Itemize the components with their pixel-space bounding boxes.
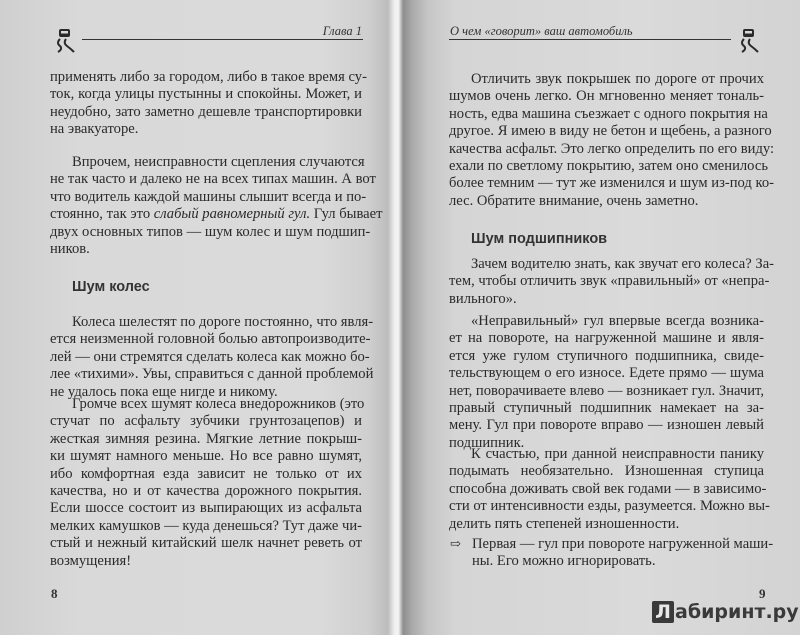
text-line: Зачем водителю знать, как звучат его колеса? За- <box>471 256 775 272</box>
car-skid-icon <box>735 28 761 54</box>
text-line: на эвакуаторе. <box>50 121 139 138</box>
text-segment: стоянно, так это <box>50 206 154 223</box>
text-line: что водитель каждой машины слышит всегда и по- <box>50 188 367 205</box>
text-line: более темним — тут же изменился и шум из-под ко- <box>449 175 774 192</box>
text-segment: Гул бывает <box>310 206 383 223</box>
text-line: шумов очень легко. Он мгновенно меняет тональ- <box>449 88 764 105</box>
text-line: не удалось пока еще нигде и никому. <box>50 383 278 400</box>
text-line: двух основных типов — шум колес и шум подшип- <box>50 223 371 240</box>
text-line: Если шоссе состоит из выпирающих из асфальта <box>50 500 362 517</box>
text-line: стый и нежный китайский шелк начнет реветь от <box>50 535 362 552</box>
text-line: возмущения! <box>50 552 132 569</box>
paragraph <box>50 314 374 401</box>
right-page-header-icon <box>735 28 761 54</box>
text-line: ны. Его можно игнорировать. <box>472 553 656 570</box>
text-line: вильного». <box>449 290 517 307</box>
paragraph <box>50 396 365 570</box>
text-line: лее «тихими». Увы, справиться с данной проблемой <box>50 366 374 383</box>
text-line: неудобно, зато заметно дешевле транспортировки <box>50 103 362 120</box>
page-number-right: 9 <box>759 586 766 601</box>
header-rule <box>449 39 731 40</box>
text-line: Первая — гул при повороте нагруженной маши- <box>472 536 774 552</box>
text-line: ки шумят намного меньше. Но все равно шумят, <box>50 448 362 465</box>
text-line: делить пять степеней изношенности. <box>449 515 680 532</box>
text-line: ется неизменной головной болью автопроизводите- <box>50 331 371 348</box>
text-line: сти от интенсивности езды, разумеется. Можно вы- <box>449 498 770 515</box>
paragraph <box>449 256 775 308</box>
paragraph <box>449 71 775 210</box>
section-heading: Шум подшипников <box>471 231 608 247</box>
text-line: Громче всех шумят колеса внедорожников (это <box>72 396 365 412</box>
text-line: качества асфальт. Это легко определить по его виду: <box>449 140 775 157</box>
text-line: ток, когда улицы пустынны и спокойны. Может, и <box>50 86 362 103</box>
text-line: ется уже гулом ступичного подшипника, свиде- <box>449 347 764 364</box>
text-line: не так часто и далеко не на всех типах машин. А вот <box>50 171 376 188</box>
text-line: Колеса шелестят по дороге постоянно, что явля- <box>72 314 374 330</box>
text-line: тем, чтобы отличить звук «правильный» от «непра- <box>449 273 770 290</box>
text-line: мену. Гул при повороте вправо — изношен левый <box>449 417 764 434</box>
text-line: ников. <box>50 240 90 257</box>
text-line: стучат по асфальту зубчики грунтозацепов) и <box>50 413 362 430</box>
text-line: другое. Я имею в виду не бетон и щебень, а разного <box>449 123 772 140</box>
text-line: правый ступичный подшипник намекает на за- <box>449 399 764 416</box>
text-line: «Неправильный» гул впервые всегда возника- <box>471 313 764 329</box>
text-line: К счастью, при данной неисправности панику <box>471 446 764 462</box>
car-skid-icon <box>52 28 78 54</box>
text-line: способна доживать свой век годами — в зависимо- <box>449 480 767 497</box>
text-line: лей — они стремятся сделать колеса как можно бо- <box>50 348 370 365</box>
paragraph <box>449 313 764 452</box>
italic-emphasis: слабый равномерный гул. <box>153 206 311 223</box>
text-line: жесткая зимняя резина. Мягкие летние покрыш- <box>50 430 362 447</box>
text-line: Отличить звук покрышек по дороге от прочих <box>471 71 764 87</box>
page-number-left: 8 <box>51 586 58 601</box>
text-line: подымать необязательно. Изношенная ступица <box>449 463 764 480</box>
header-rule <box>82 39 363 40</box>
text-line: лес. Обратите внимание, очень заметно. <box>449 192 699 209</box>
text-line: ехали по светлому покрытию, затем оно сменилось <box>449 157 768 174</box>
paragraph <box>449 446 770 533</box>
watermark-logo-text: абиринт.ру <box>675 601 799 623</box>
paragraph <box>50 154 383 258</box>
text-line: ибо комфортная езда зависит не только от их <box>50 465 362 482</box>
watermark-logo <box>652 599 799 625</box>
running-head-left: Глава 1 <box>322 24 362 38</box>
text-line <box>50 206 383 223</box>
arrow-right-icon: ⇨ <box>450 536 461 551</box>
section-heading: Шум колес <box>72 279 150 295</box>
watermark-logo-mark: Л <box>652 601 674 623</box>
text-line: применять либо за городом, либо в такое время су- <box>50 69 367 85</box>
text-line: мелких камушков — куда денешься? Тут даже чи- <box>50 517 363 534</box>
text-line: тельствующем о его износе. Едете прямо — шума <box>449 365 764 382</box>
text-line: Впрочем, неисправности сцепления случаются <box>72 154 365 170</box>
paragraph <box>50 69 367 139</box>
text-line: качества, но и от качества дорожного покрытия. <box>50 482 362 499</box>
left-page-header-icon <box>52 28 78 54</box>
text-line: ность, едва машина съезжает с одного покрытия на <box>449 105 768 122</box>
text-line: нет, поворачиваете влево — возникает гул. Значит, <box>449 382 764 399</box>
text-line: ет на повороте, на нагруженной машине и явля- <box>449 330 764 347</box>
bullet-item <box>472 536 774 571</box>
text-line: подшипник. <box>449 434 525 451</box>
running-head-right: О чем «говорит» ваш автомобиль <box>450 24 633 38</box>
